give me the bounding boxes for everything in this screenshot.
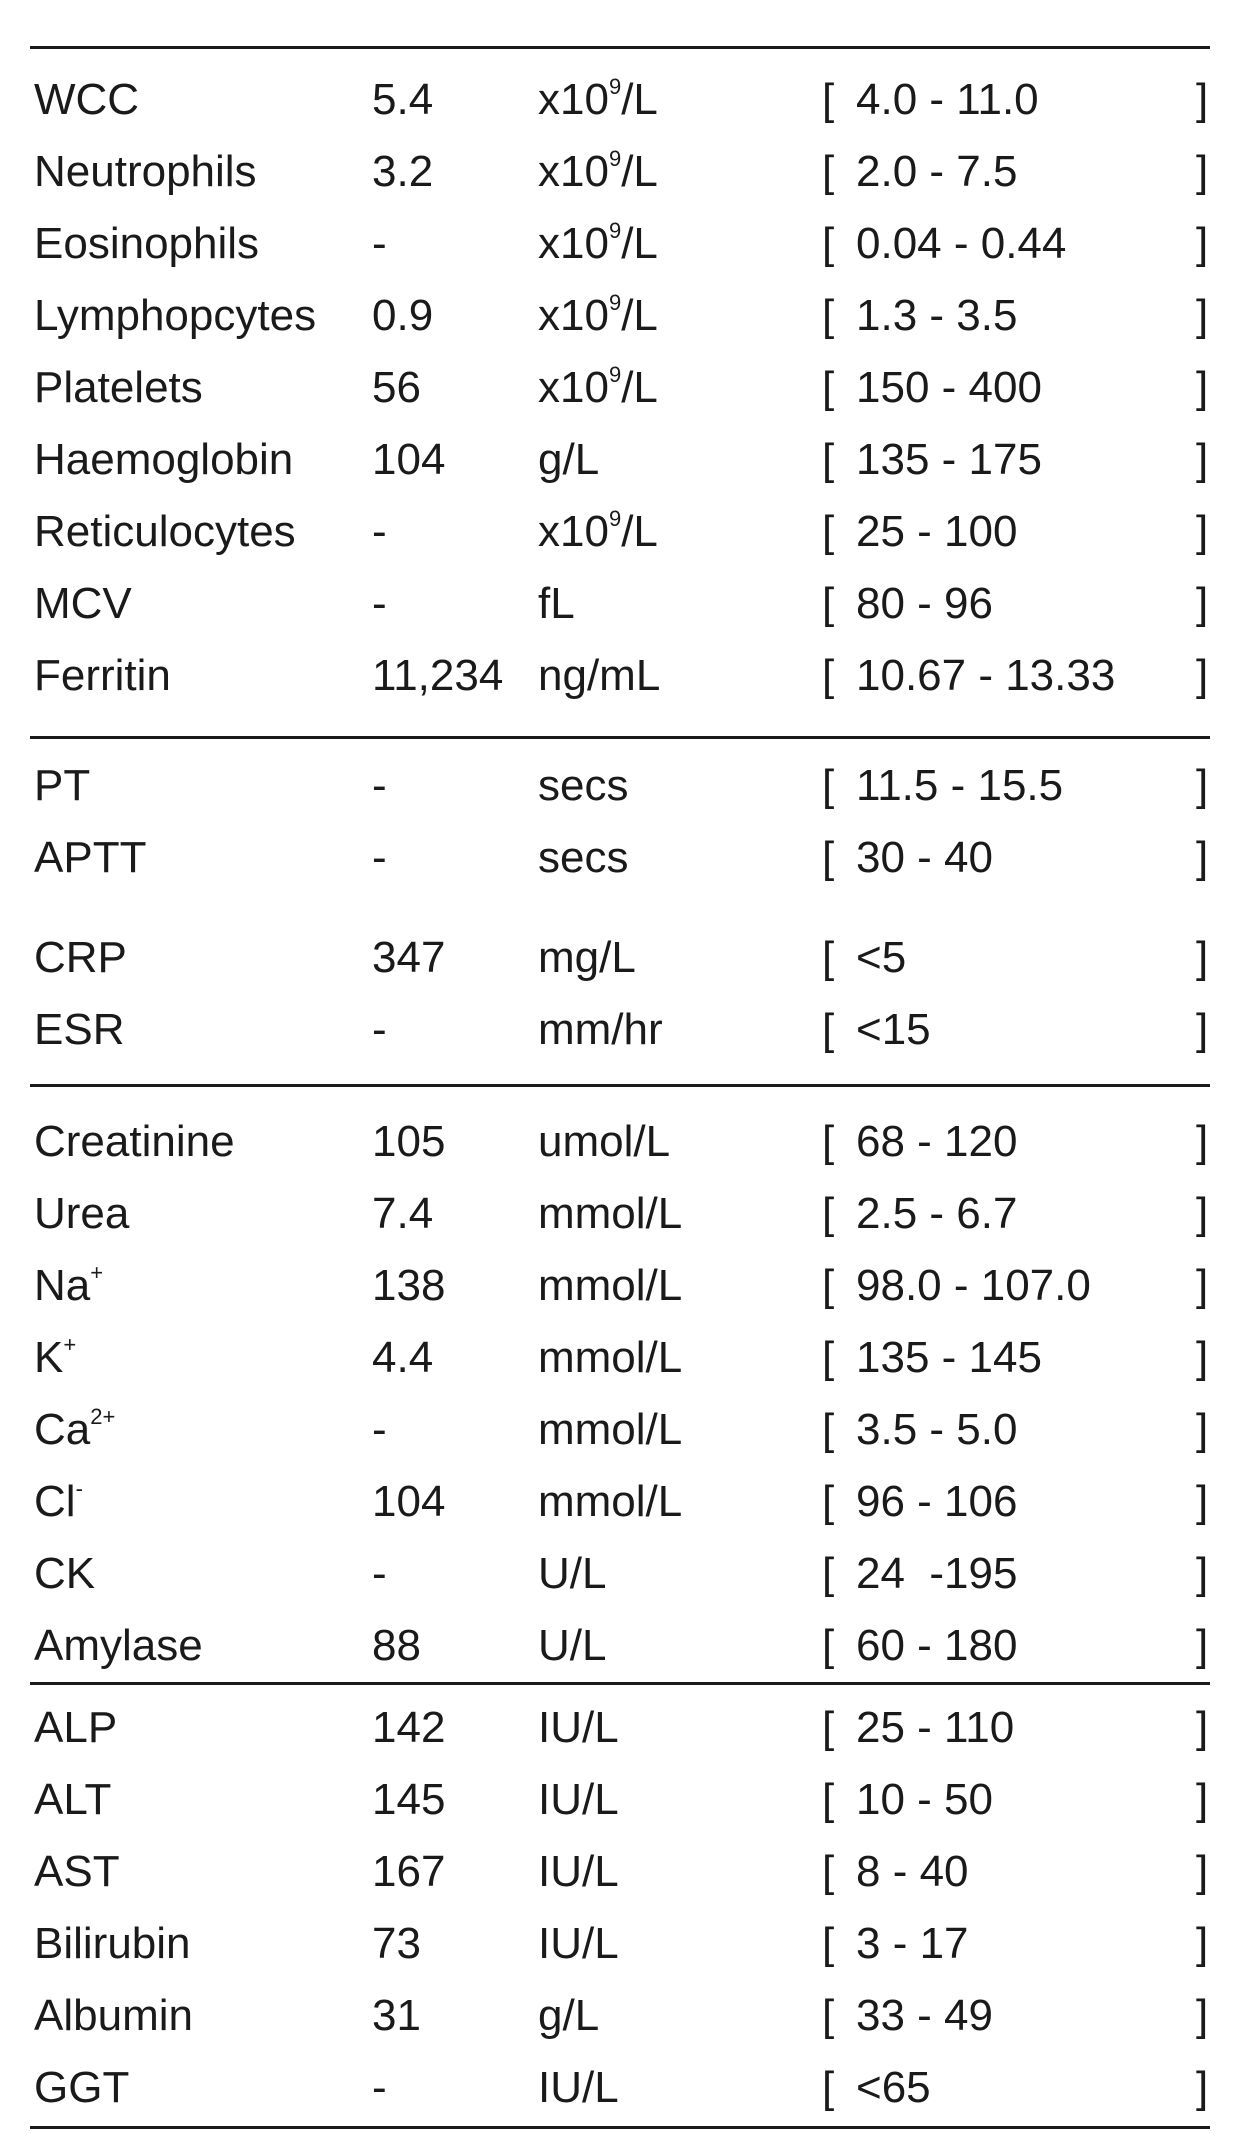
test-unit: mmol/L: [538, 1477, 683, 1526]
test-unit: secs: [538, 833, 629, 882]
range-close-bracket: ]: [1196, 1549, 1209, 1598]
test-unit: umol/L: [538, 1117, 671, 1166]
table-row: [0, 70, 1242, 130]
range-close-bracket: ]: [1196, 579, 1209, 628]
range-close-bracket: ]: [1196, 507, 1209, 556]
test-value: 4.4: [372, 1333, 434, 1382]
range-open-bracket: [: [822, 933, 835, 982]
test-unit: mg/L: [538, 933, 636, 982]
test-name: Albumin: [34, 1991, 193, 2040]
range-open-bracket: [: [822, 1775, 835, 1824]
test-value: 88: [372, 1621, 421, 1670]
range-open-bracket: [: [822, 651, 835, 700]
reference-range: 135 - 145: [856, 1333, 1042, 1382]
test-name: MCV: [34, 579, 132, 628]
test-value: 7.4: [372, 1189, 434, 1238]
test-value: 3.2: [372, 147, 434, 196]
reference-range: 2.5 - 6.7: [856, 1189, 1018, 1238]
table-row: [0, 1112, 1242, 1172]
range-open-bracket: [: [822, 1005, 835, 1054]
range-open-bracket: [: [822, 1991, 835, 2040]
test-name: ALP: [34, 1703, 118, 1752]
reference-range: 96 - 106: [856, 1477, 1018, 1526]
test-unit: $x10^9/L$: [538, 74, 658, 124]
reference-range: 11.5 - 15.5: [856, 761, 1064, 810]
test-value: 104: [372, 1477, 446, 1526]
test-name: Ferritin: [34, 651, 171, 700]
range-open-bracket: [: [822, 1405, 835, 1454]
table-row: [0, 358, 1242, 418]
test-unit: U/L: [538, 1621, 607, 1670]
test-name: Neutrophils: [34, 147, 257, 196]
range-open-bracket: [: [822, 1919, 835, 1968]
range-open-bracket: [: [822, 1117, 835, 1166]
range-open-bracket: [: [822, 1703, 835, 1752]
test-value: 31: [372, 1991, 421, 2040]
test-value: 145: [372, 1775, 446, 1824]
reference-range: 25 - 110: [856, 1703, 1015, 1752]
table-row: [0, 2058, 1242, 2118]
test-value: 0.9: [372, 291, 434, 340]
test-name: Cl-: [34, 1476, 83, 1526]
range-close-bracket: ]: [1196, 291, 1209, 340]
test-name: APTT: [34, 833, 147, 882]
range-close-bracket: ]: [1196, 1117, 1209, 1166]
range-close-bracket: ]: [1196, 1005, 1209, 1054]
range-close-bracket: ]: [1196, 1847, 1209, 1896]
test-value: 347: [372, 933, 446, 982]
reference-range: 60 - 180: [856, 1621, 1018, 1670]
table-row: [0, 1000, 1242, 1060]
range-close-bracket: ]: [1196, 363, 1209, 412]
test-unit: mmol/L: [538, 1261, 683, 1310]
range-close-bracket: ]: [1196, 1477, 1209, 1526]
table-row: [0, 1472, 1242, 1532]
reference-range: 80 - 96: [856, 579, 993, 628]
range-close-bracket: ]: [1196, 219, 1209, 268]
test-value: 73: [372, 1919, 421, 1968]
test-name: Lymphopcytes: [34, 291, 317, 340]
range-open-bracket: [: [822, 219, 835, 268]
test-name: CRP: [34, 933, 127, 982]
reference-range: 25 - 100: [856, 507, 1018, 556]
test-name: Haemoglobin: [34, 435, 294, 484]
reference-range: 24 -195: [856, 1549, 1018, 1598]
test-value: -: [372, 761, 387, 810]
test-value: -: [372, 507, 387, 556]
test-value: 56: [372, 363, 421, 412]
range-close-bracket: ]: [1196, 761, 1209, 810]
reference-range: 135 - 175: [856, 435, 1042, 484]
test-name: Bilirubin: [34, 1919, 191, 1968]
range-close-bracket: ]: [1196, 933, 1209, 982]
range-open-bracket: [: [822, 2063, 835, 2112]
table-row: [0, 1698, 1242, 1758]
test-value: -: [372, 2063, 387, 2112]
range-close-bracket: ]: [1196, 1703, 1209, 1752]
test-unit: IU/L: [538, 1775, 619, 1824]
range-close-bracket: ]: [1196, 1261, 1209, 1310]
reference-range: 3.5 - 5.0: [856, 1405, 1018, 1454]
test-name: Creatinine: [34, 1117, 235, 1166]
range-open-bracket: [: [822, 147, 835, 196]
test-value: -: [372, 833, 387, 882]
test-unit: $x10^9/L$: [538, 362, 658, 412]
table-row: [0, 1770, 1242, 1830]
reference-range: 68 - 120: [856, 1117, 1018, 1166]
reference-range: 150 - 400: [856, 363, 1042, 412]
table-row: [0, 1914, 1242, 1974]
table-row: [0, 1400, 1242, 1460]
range-close-bracket: ]: [1196, 1775, 1209, 1824]
table-row: [0, 1184, 1242, 1244]
table-row: [0, 1986, 1242, 2046]
test-unit: U/L: [538, 1549, 607, 1598]
table-row: [0, 756, 1242, 816]
range-open-bracket: [: [822, 75, 835, 124]
test-name: Reticulocytes: [34, 507, 296, 556]
test-value: 5.4: [372, 75, 434, 124]
section-divider: [30, 736, 1210, 739]
test-value: -: [372, 1549, 387, 1598]
test-name: Amylase: [34, 1621, 203, 1670]
range-open-bracket: [: [822, 435, 835, 484]
test-unit: ng/mL: [538, 651, 661, 700]
range-open-bracket: [: [822, 579, 835, 628]
reference-range: 10 - 50: [856, 1775, 993, 1824]
range-close-bracket: ]: [1196, 75, 1209, 124]
test-name: AST: [34, 1847, 120, 1896]
rule-bottom: [30, 2126, 1210, 2129]
table-row: [0, 1842, 1242, 1902]
test-unit: mmol/L: [538, 1333, 683, 1382]
range-open-bracket: [: [822, 1549, 835, 1598]
range-open-bracket: [: [822, 1189, 835, 1238]
range-open-bracket: [: [822, 833, 835, 882]
test-unit: $x10^9/L$: [538, 146, 658, 196]
test-value: 104: [372, 435, 446, 484]
test-unit: $x10^9/L$: [538, 506, 658, 556]
test-value: 167: [372, 1847, 446, 1896]
test-unit: $x10^9/L$: [538, 218, 658, 268]
test-unit: IU/L: [538, 1703, 619, 1752]
test-name: PT: [34, 761, 91, 810]
range-close-bracket: ]: [1196, 1991, 1209, 2040]
test-name: CK: [34, 1549, 96, 1598]
test-unit: g/L: [538, 435, 600, 484]
range-close-bracket: ]: [1196, 1405, 1209, 1454]
table-row: [0, 1544, 1242, 1604]
table-row: [0, 214, 1242, 274]
range-open-bracket: [: [822, 1477, 835, 1526]
range-close-bracket: ]: [1196, 1621, 1209, 1670]
test-value: -: [372, 219, 387, 268]
test-value: 105: [372, 1117, 446, 1166]
test-name: K+: [34, 1332, 77, 1382]
test-unit: g/L: [538, 1991, 600, 2040]
reference-range: 0.04 - 0.44: [856, 219, 1067, 268]
section-divider: [30, 1084, 1210, 1087]
range-open-bracket: [: [822, 761, 835, 810]
section-divider: [30, 1682, 1210, 1685]
test-unit: mmol/L: [538, 1189, 683, 1238]
reference-range: <65: [856, 2063, 931, 2112]
test-name: Platelets: [34, 363, 203, 412]
reference-range: 8 - 40: [856, 1847, 969, 1896]
reference-range: <5: [856, 933, 907, 982]
range-close-bracket: ]: [1196, 833, 1209, 882]
test-name: Urea: [34, 1189, 130, 1238]
test-value: 138: [372, 1261, 446, 1310]
test-name: ESR: [34, 1005, 125, 1054]
range-open-bracket: [: [822, 363, 835, 412]
range-close-bracket: ]: [1196, 1919, 1209, 1968]
table-row: [0, 928, 1242, 988]
table-row: [0, 430, 1242, 490]
table-row: [0, 1256, 1242, 1316]
test-name: Na+: [34, 1260, 104, 1310]
range-close-bracket: ]: [1196, 651, 1209, 700]
test-unit: IU/L: [538, 2063, 619, 2112]
test-value: -: [372, 579, 387, 628]
reference-range: 33 - 49: [856, 1991, 993, 2040]
reference-range: 2.0 - 7.5: [856, 147, 1018, 196]
reference-range: 10.67 - 13.33: [856, 651, 1116, 700]
range-close-bracket: ]: [1196, 147, 1209, 196]
test-value: -: [372, 1005, 387, 1054]
test-unit: $x10^9/L$: [538, 290, 658, 340]
table-row: [0, 1616, 1242, 1676]
table-row: [0, 1328, 1242, 1388]
reference-range: <15: [856, 1005, 931, 1054]
test-unit: mm/hr: [538, 1005, 663, 1054]
range-open-bracket: [: [822, 1847, 835, 1896]
range-open-bracket: [: [822, 291, 835, 340]
table-row: [0, 646, 1242, 706]
test-value: -: [372, 1405, 387, 1454]
reference-range: 4.0 - 11.0: [856, 75, 1039, 124]
reference-range: 3 - 17: [856, 1919, 969, 1968]
rule-top: [30, 46, 1210, 49]
test-value: 11,234: [372, 651, 504, 700]
test-name: GGT: [34, 2063, 130, 2112]
test-name: WCC: [34, 75, 140, 124]
reference-range: 98.0 - 107.0: [856, 1261, 1091, 1310]
test-name: ALT: [34, 1775, 112, 1824]
reference-range: 30 - 40: [856, 833, 993, 882]
table-row: [0, 502, 1242, 562]
test-unit: secs: [538, 761, 629, 810]
range-close-bracket: ]: [1196, 2063, 1209, 2112]
test-value: 142: [372, 1703, 446, 1752]
test-unit: mmol/L: [538, 1405, 683, 1454]
range-open-bracket: [: [822, 507, 835, 556]
table-row: [0, 828, 1242, 888]
range-close-bracket: ]: [1196, 1333, 1209, 1382]
test-name: $Ca^{2+}$: [34, 1404, 116, 1454]
table-row: [0, 574, 1242, 634]
range-close-bracket: ]: [1196, 1189, 1209, 1238]
table-row: [0, 142, 1242, 202]
test-unit: IU/L: [538, 1847, 619, 1896]
reference-range: 1.3 - 3.5: [856, 291, 1018, 340]
test-name: Eosinophils: [34, 219, 260, 268]
test-unit: fL: [538, 579, 575, 628]
range-open-bracket: [: [822, 1333, 835, 1382]
range-open-bracket: [: [822, 1261, 835, 1310]
table-row: [0, 286, 1242, 346]
range-close-bracket: ]: [1196, 435, 1209, 484]
range-open-bracket: [: [822, 1621, 835, 1670]
test-unit: IU/L: [538, 1919, 619, 1968]
